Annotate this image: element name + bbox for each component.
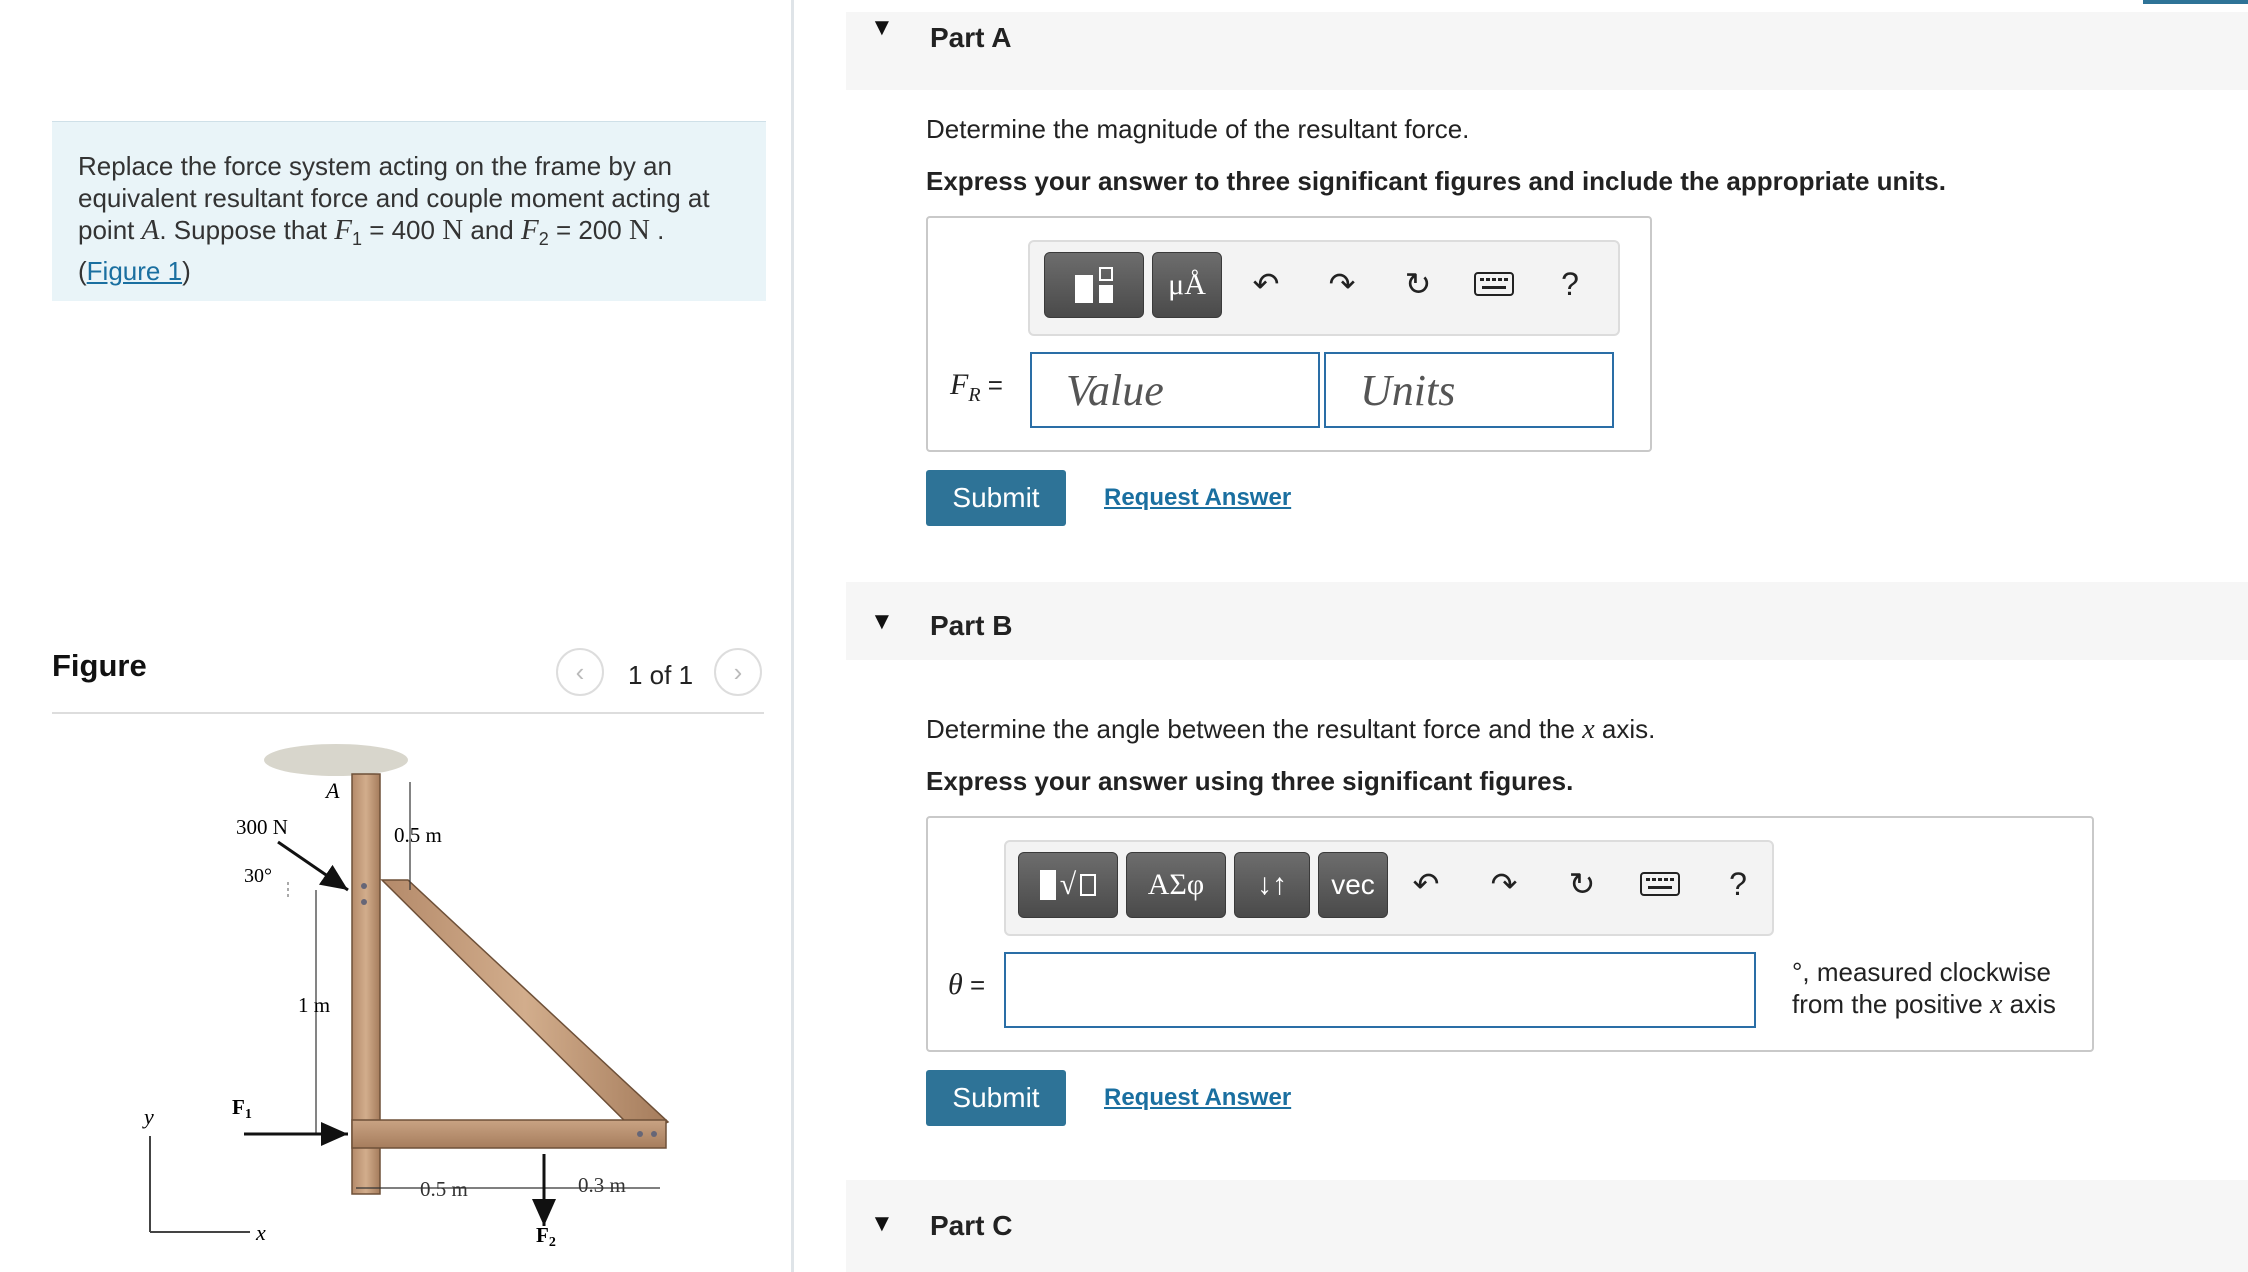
figure-divider [52, 712, 764, 714]
figure-count: 1 of 1 [628, 660, 694, 690]
part-b-instruction: Express your answer using three significant figures. [926, 766, 1574, 796]
figure-title: Figure [52, 648, 147, 683]
f1-symbol: F [334, 214, 352, 246]
redo-icon[interactable]: ↷ [1490, 866, 1518, 902]
templates-icon [1075, 267, 1113, 303]
text: axis. [1594, 714, 1656, 744]
x-variable: x [1582, 714, 1595, 745]
text: ) [182, 256, 191, 287]
f2-subscript: 2 [538, 229, 549, 250]
value-input[interactable]: Value [1030, 352, 1320, 428]
caret-down-icon[interactable]: ▼ [870, 608, 894, 635]
part-b-toolbar [1004, 840, 1774, 936]
part-b-submit-button[interactable]: Submit [926, 1070, 1066, 1126]
undo-icon[interactable]: ↶ [1252, 266, 1280, 302]
f1-value: = 400 [361, 215, 443, 245]
text: from the positive [1792, 989, 1990, 1019]
part-a-toolbar [1028, 240, 1620, 336]
label-300n: 300 N [236, 815, 288, 839]
panel-divider[interactable] [791, 0, 794, 1272]
greek-symbols-button[interactable]: ΑΣφ [1126, 852, 1226, 918]
part-a-answer-box [926, 216, 1652, 452]
label-f2 [536, 1223, 556, 1250]
bolt [361, 899, 367, 905]
part-c-title: Part C [930, 1210, 1013, 1241]
part-b-header[interactable] [846, 582, 2248, 660]
f1-unit: N [442, 214, 464, 246]
text: point [78, 215, 142, 245]
f1-subscript: 1 [351, 229, 362, 250]
text: . Suppose that [159, 215, 335, 245]
chevron-left-icon: ‹ [575, 656, 585, 687]
part-c-header[interactable] [846, 1180, 2248, 1272]
f2-subscript: 2 [548, 1235, 556, 1250]
f1-subscript: 1 [244, 1107, 252, 1122]
f2-symbol: F [536, 1223, 549, 1247]
next-figure-button[interactable] [714, 648, 762, 696]
left-panel [0, 0, 792, 1272]
equals-sign: = [962, 970, 986, 1000]
horizontal-member [352, 1120, 666, 1148]
caret-down-icon[interactable]: ▼ [870, 1210, 894, 1237]
point-label: A [141, 214, 160, 246]
suffix-line-2 [1792, 988, 2056, 1021]
problem-line-4 [78, 255, 740, 287]
x-variable: x [1989, 989, 2003, 1020]
problem-line-2: equivalent resultant force and couple moment acting at [78, 183, 710, 213]
text: ( [78, 256, 87, 287]
part-a-question: Determine the magnitude of the resultant force. [926, 114, 1470, 144]
part-b-request-answer-link[interactable]: Request Answer [1104, 1084, 1292, 1111]
text: axis [2002, 989, 2056, 1019]
top-accent-bar [2143, 0, 2248, 4]
fr-label [950, 368, 1003, 407]
angle-suffix [1792, 956, 2056, 1021]
vector-button[interactable]: vec [1318, 852, 1388, 918]
help-button[interactable]: ? [1729, 865, 1747, 902]
part-a-request-answer-link[interactable]: Request Answer [1104, 484, 1292, 511]
theta-symbol: θ [948, 968, 963, 1001]
diagonal-member [382, 880, 668, 1136]
ground-support [264, 744, 408, 776]
bolt [651, 1131, 657, 1137]
reset-icon[interactable]: ↻ [1568, 866, 1596, 902]
part-b-question [926, 714, 1655, 746]
part-b-answer-box [926, 816, 2094, 1052]
text: . [649, 215, 665, 245]
label-axis-y: y [144, 1104, 154, 1129]
part-a-header[interactable] [846, 12, 2248, 90]
prev-figure-button[interactable] [556, 648, 604, 696]
label-f1 [232, 1095, 252, 1122]
label-dim-05-bottom: 0.5 m [420, 1177, 468, 1201]
units-button[interactable]: μÅ [1152, 252, 1222, 318]
redo-icon[interactable]: ↷ [1328, 266, 1356, 302]
bolt [361, 883, 367, 889]
part-b-title: Part B [930, 610, 1013, 641]
caret-down-icon[interactable]: ▼ [870, 14, 894, 41]
var-symbol: F [950, 368, 969, 401]
label-axis-x: x [256, 1220, 266, 1245]
label-30-degrees: 30° [244, 865, 272, 887]
f1-symbol: F [232, 1095, 245, 1119]
label-dim-1m: 1 m [298, 993, 331, 1017]
undo-icon[interactable]: ↶ [1412, 866, 1440, 902]
angle-input[interactable] [1004, 952, 1756, 1028]
arrows-button[interactable]: ↓↑ [1234, 852, 1310, 918]
chevron-right-icon: › [733, 656, 743, 687]
reset-icon[interactable]: ↻ [1404, 266, 1432, 302]
f2-value: = 200 [548, 215, 629, 245]
var-subscript: R [968, 384, 981, 406]
part-a-submit-button[interactable]: Submit [926, 470, 1066, 526]
figure-link[interactable]: Figure 1 [86, 256, 183, 287]
frame-figure [120, 730, 680, 1270]
bolt [637, 1131, 643, 1137]
f2-unit: N [628, 214, 650, 246]
equals-sign: = [980, 370, 1003, 400]
templates-button[interactable] [1044, 252, 1144, 318]
label-dim-03: 0.3 m [578, 1173, 626, 1197]
problem-line-3 [78, 214, 740, 255]
suffix-line-1: °, measured clockwise [1792, 957, 2051, 987]
keyboard-icon[interactable] [1466, 256, 1522, 312]
text: and [463, 215, 521, 245]
f2-symbol: F [520, 214, 539, 246]
help-button[interactable]: ? [1561, 265, 1579, 302]
problem-line-1: Replace the force system acting on the frame by an [78, 151, 672, 181]
units-input[interactable]: Units [1324, 352, 1614, 428]
label-dim-05-top: 0.5 m [394, 823, 442, 847]
keyboard-icon[interactable] [1632, 856, 1688, 912]
problem-statement [52, 121, 766, 301]
part-a-title: Part A [930, 22, 1012, 53]
sqrt-templates-icon: √ [1040, 868, 1096, 902]
theta-label [948, 968, 985, 1002]
text: Determine the angle between the resultant force and the [926, 714, 1583, 744]
sqrt-templates-button[interactable] [1018, 852, 1118, 918]
label-point-a: A [326, 778, 340, 803]
part-a-instruction: Express your answer to three significant figures and include the appropriate units. [926, 166, 1946, 196]
